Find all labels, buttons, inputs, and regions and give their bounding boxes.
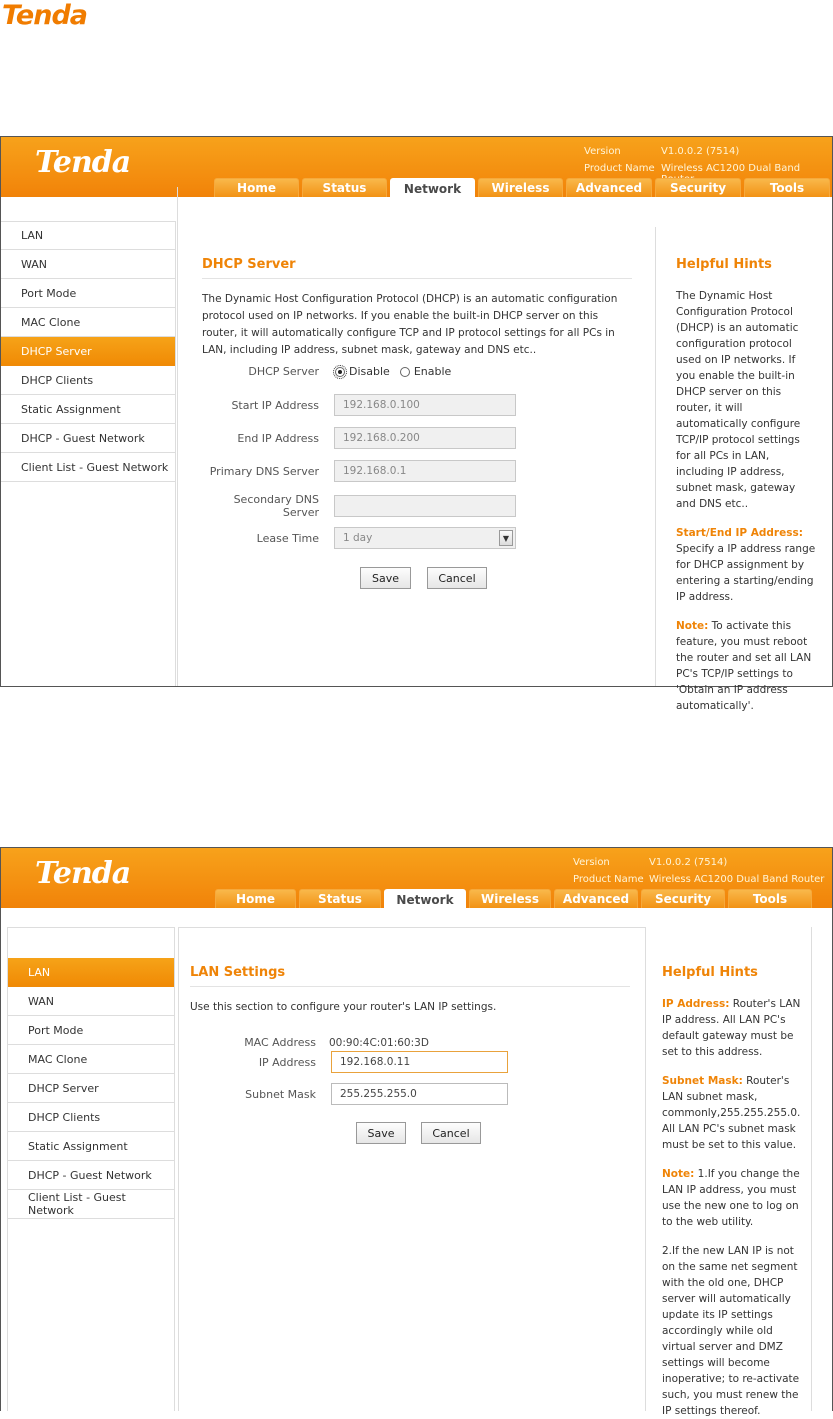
hint-key: Subnet Mask:: [662, 1075, 743, 1087]
start-ip-input[interactable]: 192.168.0.100: [334, 394, 516, 416]
hint-ip-address: [662, 996, 802, 1060]
tab-home[interactable]: Home: [215, 889, 296, 909]
helpful-hints-panel: [655, 227, 833, 712]
hint-text: Specify a IP address range for DHCP assignment by entering a starting/ending IP address.: [676, 543, 816, 603]
tab-network[interactable]: Network: [390, 178, 475, 200]
product-name-value: Wireless AC1200 Dual Band Router: [649, 874, 825, 885]
sidebar: [8, 958, 174, 1411]
main-content: [202, 257, 632, 359]
content-divider: [177, 187, 178, 686]
sidebar-item-lan[interactable]: LAN: [1, 221, 175, 250]
tab-status[interactable]: Status: [302, 178, 387, 198]
mac-address-row: [190, 1036, 429, 1049]
hint-text: Router's LAN IP address. All LAN PC's default gateway must be set to this address.: [662, 998, 801, 1058]
radio-disable-label: Disable: [349, 365, 390, 378]
tab-status[interactable]: Status: [299, 889, 381, 909]
mac-address-label: MAC Address: [244, 1036, 316, 1049]
hint-note-2: 2.If the new LAN IP is not on the same net segment with the old one, DHCP server will automatically update its IP settings accordingly while old virtual server and DMZ settings will become inoperative; to re-activate such, you must renew the IP settings thereof.: [662, 1245, 800, 1417]
product-name-value: Wireless AC1200 Dual Band: [661, 163, 801, 174]
secondary-dns-label: Secondary DNS Server: [233, 493, 319, 519]
tab-security[interactable]: Security: [641, 889, 725, 909]
sidebar-item-dhcp-clients[interactable]: DHCP Clients: [8, 1103, 174, 1132]
secondary-dns-row: [201, 493, 516, 519]
hint-text: To activate this feature, you must reboot the router and set all LAN PC's TCP/IP settings to 'Obtain an IP address automatically'.: [676, 620, 812, 712]
sidebar-item-dhcp-guest-network[interactable]: DHCP - Guest Network: [1, 424, 175, 453]
save-button[interactable]: Save: [360, 567, 411, 589]
sidebar-item-port-mode[interactable]: Port Mode: [8, 1016, 174, 1045]
start-ip-row: [201, 394, 516, 416]
cancel-button[interactable]: Cancel: [421, 1122, 481, 1144]
sidebar-item-dhcp-guest-network[interactable]: DHCP - Guest Network: [8, 1161, 174, 1190]
helpful-hints-panel: [645, 927, 812, 1417]
tab-wireless[interactable]: Wireless: [478, 178, 563, 198]
tab-tools[interactable]: Tools: [728, 889, 812, 909]
hint-text: 1.If you change the LAN IP address, you must use the new one to log on to the web utility.: [662, 1168, 800, 1228]
tab-advanced[interactable]: Advanced: [566, 178, 652, 198]
hint-subnet-mask: [662, 1073, 802, 1153]
ip-address-input[interactable]: 192.168.0.11: [331, 1051, 508, 1073]
save-button[interactable]: Save: [356, 1122, 406, 1144]
radio-enable-label: Enable: [413, 365, 452, 378]
hint-note: [676, 618, 816, 714]
main-nav-tabs: [215, 889, 815, 909]
tab-home[interactable]: Home: [214, 178, 299, 198]
sidebar-item-client-list-guest-network[interactable]: Client List - Guest Network: [8, 1190, 174, 1219]
tab-advanced[interactable]: Advanced: [554, 889, 638, 909]
dhcp-server-screenshot: [0, 136, 833, 712]
hint-start-end-ip: [676, 525, 816, 605]
page-title: LAN Settings: [190, 965, 630, 987]
sidebar-item-mac-clone[interactable]: MAC Clone: [8, 1045, 174, 1074]
sidebar-item-wan[interactable]: WAN: [8, 987, 174, 1016]
version-value: V1.0.0.2 (7514): [649, 857, 728, 868]
primary-dns-label: Primary DNS Server: [209, 464, 319, 478]
main-nav-tabs: [214, 178, 833, 198]
subnet-mask-label: Subnet Mask: [245, 1087, 316, 1101]
tab-security[interactable]: Security: [655, 178, 741, 198]
subnet-mask-row: [190, 1083, 508, 1105]
document-logo: Tenda: [2, 0, 88, 31]
end-ip-input[interactable]: 192.168.0.200: [334, 427, 516, 449]
ip-address-label: IP Address: [258, 1055, 316, 1069]
header-banner: [1, 137, 832, 203]
version-label: Version: [573, 857, 610, 868]
hint-key: IP Address:: [662, 998, 730, 1010]
radio-enable[interactable]: [400, 367, 410, 377]
primary-dns-row: [201, 460, 516, 482]
sidebar-item-dhcp-clients[interactable]: DHCP Clients: [1, 366, 175, 395]
end-ip-label: End IP Address: [237, 431, 319, 445]
version-value: V1.0.0.2 (7514): [661, 146, 740, 157]
main-content: [190, 965, 630, 1016]
sidebar-item-static-assignment[interactable]: Static Assignment: [8, 1132, 174, 1161]
sidebar-item-wan[interactable]: WAN: [1, 250, 175, 279]
sidebar-item-client-list-guest-network[interactable]: Client List - Guest Network: [1, 453, 175, 482]
page-description: The Dynamic Host Configuration Protocol (DHCP) is an automatic configuration protocol used on IP networks. If you enable the built-in DHCP server on this router, it will automatically configure TCP and IP protocol settings for all PCs in LAN, including IP address, subnet mask, gateway and DNS etc..: [202, 293, 618, 356]
sidebar-item-dhcp-server[interactable]: DHCP Server: [8, 1074, 174, 1103]
hints-title: Helpful Hints: [676, 257, 772, 272]
tab-tools[interactable]: Tools: [744, 178, 830, 198]
subnet-mask-input[interactable]: 255.255.255.0: [331, 1083, 508, 1105]
hints-title: Helpful Hints: [662, 965, 758, 980]
lease-time-value: 1 day: [343, 532, 373, 544]
product-name-label: Product Name: [584, 163, 655, 174]
lan-settings-screenshot: [0, 847, 833, 1417]
tenda-logo: Tenda: [35, 856, 131, 891]
hint-dhcp: The Dynamic Host Configuration Protocol (DHCP) is an automatic configuration protocol used on IP networks. If you enable the built-in DHCP server on this router, it will automatically configure TCP/IP protocol settings for all PCs in LAN, including IP address, subnet mask, gateway and DNS etc..: [676, 290, 801, 510]
hint-key: Note:: [676, 620, 709, 632]
lease-time-label: Lease Time: [256, 531, 319, 545]
tenda-logo: Tenda: [35, 145, 131, 180]
hint-key: Start/End IP Address:: [676, 527, 803, 539]
product-name-label: Product Name: [573, 874, 644, 885]
lease-time-select[interactable]: [334, 527, 516, 549]
radio-disable[interactable]: [335, 367, 345, 377]
tab-network[interactable]: Network: [384, 889, 466, 911]
cancel-button[interactable]: Cancel: [427, 567, 487, 589]
sidebar: [1, 221, 176, 686]
sidebar-item-lan[interactable]: LAN: [8, 958, 174, 987]
secondary-dns-input[interactable]: [334, 495, 516, 517]
hint-note: [662, 1166, 802, 1230]
hint-key: Note:: [662, 1168, 695, 1180]
primary-dns-input[interactable]: 192.168.0.1: [334, 460, 516, 482]
tab-wireless[interactable]: Wireless: [469, 889, 551, 909]
sidebar-item-dhcp-server[interactable]: DHCP Server: [1, 337, 175, 366]
hint-text: Router's LAN subnet mask, commonly,255.255.255.0. All LAN PC's subnet mask must be set to this value.: [662, 1075, 801, 1151]
sidebar-item-static-assignment[interactable]: Static Assignment: [1, 395, 175, 424]
page-description: Use this section to configure your router's LAN IP settings.: [190, 1001, 497, 1013]
sidebar-item-port-mode[interactable]: Port Mode: [1, 279, 175, 308]
page-title: DHCP Server: [202, 257, 632, 279]
radio-selected-dot: [338, 370, 342, 374]
end-ip-row: [201, 427, 516, 449]
chevron-down-icon[interactable]: ▼: [499, 530, 513, 546]
version-label: Version: [584, 146, 621, 157]
start-ip-label: Start IP Address: [231, 398, 319, 412]
lease-time-row: [201, 527, 516, 549]
dhcp-server-label: DHCP Server: [248, 365, 319, 378]
header-banner: [1, 848, 832, 914]
ip-address-row: [190, 1051, 508, 1073]
dhcp-server-row: [201, 365, 451, 378]
mac-address-value: 00:90:4C:01:60:3D: [329, 1036, 429, 1049]
sidebar-item-mac-clone[interactable]: MAC Clone: [1, 308, 175, 337]
